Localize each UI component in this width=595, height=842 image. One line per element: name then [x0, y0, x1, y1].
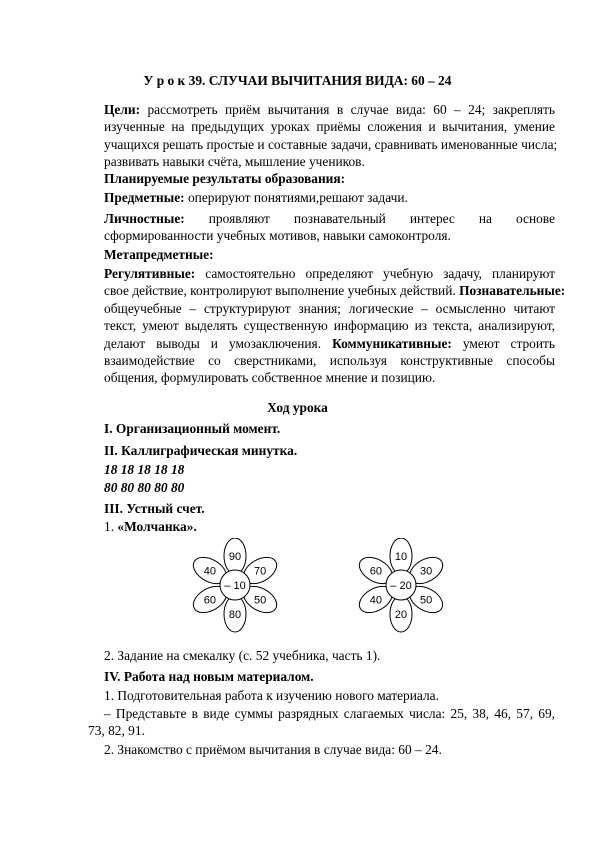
goals-label: Цели:: [104, 102, 141, 117]
petal-label: 60: [369, 565, 383, 578]
item-4-1: 1. Подготовительная работа к изучению нового материала.: [104, 688, 439, 703]
petal-label: 80: [228, 609, 242, 621]
lesson-heading: Ход урока: [267, 400, 328, 415]
goals-paragraph: Цели: рассмотреть приём вычитания в случае вида: 60 – 24; закреплять изученные на предыдущих уроках приёмы сложения и вычитания, умение учащихся решать простые и составные задачи, сравнивать именованные числа; развивать навыки счёта, мышление учеников.: [104, 102, 558, 170]
section-4: IV. Работа над новым материалом.: [104, 669, 314, 684]
subject-results: Предметные: оперируют понятиями,решают задачи.: [104, 190, 408, 205]
flower-1: [189, 538, 281, 632]
flower-center-label: – 10: [224, 580, 246, 592]
petal-label: 70: [253, 565, 267, 578]
item-4-2b: 73, 82, 91.: [88, 723, 145, 738]
meta-heading: Метапредметные:: [104, 247, 214, 262]
petal-label: 50: [253, 594, 267, 607]
item-1: 1. «Молчанка».: [104, 519, 197, 534]
petal-label: 40: [369, 594, 383, 607]
petal-label: 30: [419, 565, 433, 578]
item-4-3: 2. Знакомство с приёмом вычитания в случае вида: 60 – 24.: [104, 742, 442, 757]
petal-label: 10: [394, 551, 408, 563]
petal-label: 40: [203, 565, 217, 578]
petal-label: 60: [203, 594, 217, 607]
petal-label: 20: [394, 609, 408, 621]
personal-results: Личностные: проявляют познавательный интерес на основе сформированности учебных мотивов, навыки самоконтроля.: [104, 211, 555, 244]
lesson-title: У р о к 39. СЛУЧАИ ВЫЧИТАНИЯ ВИДА: 60 – 24: [143, 73, 452, 88]
section-3: III. Устный счет.: [104, 501, 205, 516]
item-2: 2. Задание на смекалку (с. 52 учебника, часть 1).: [104, 648, 381, 663]
regulative-paragraph: Регулятивные: самостоятельно определяют учебную задачу, планируют свое действие, контролируют выполнение учебных действий. Познавательные: общеучебные – структурируют знания; логические – осмысленно читают текст, умеют выделять существенную информацию из текста, анализируют, делают выводы и умозаключения. Коммуникативные: умеют строить взаимодействие со сверстниками, используя конструктивные способы общения, формулировать собственное мнение и позицию.: [104, 266, 566, 386]
calligraphy-line-1: 18 18 18 18 18: [104, 462, 185, 477]
flower-2: [355, 538, 447, 632]
petal-label: 50: [419, 594, 433, 607]
petal-label: 90: [228, 551, 242, 563]
results-heading: Планируемые результаты образования:: [104, 171, 346, 186]
section-2: II. Каллиграфическая минутка.: [104, 443, 298, 458]
item-4-2a: – Представьте в виде суммы разрядных слагаемых числа: 25, 38, 46, 57, 69,: [104, 706, 555, 721]
section-1: I. Организационный момент.: [104, 421, 281, 436]
flower-center-label: – 20: [390, 580, 412, 592]
flowers-illustration: [0, 538, 595, 638]
calligraphy-line-2: 80 80 80 80 80: [104, 480, 185, 495]
